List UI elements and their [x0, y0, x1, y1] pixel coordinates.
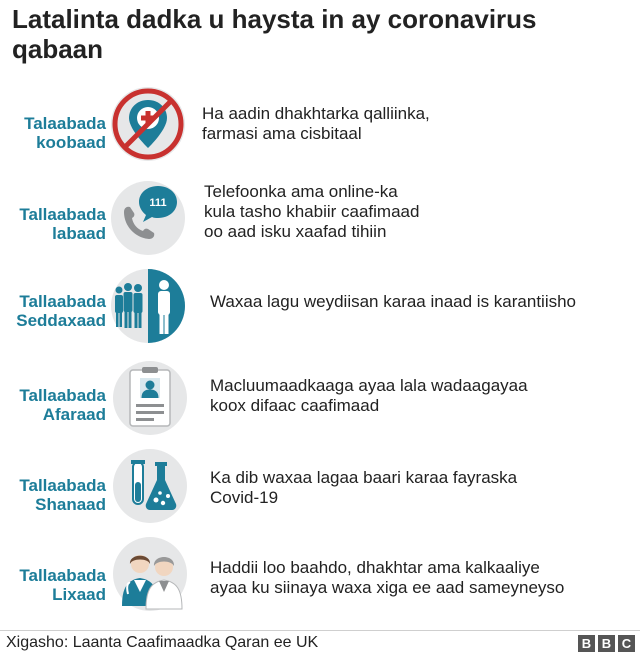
step-5 — [0, 448, 640, 538]
source-note: Xigasho: Laanta Caafimaadka Qaran ee UK — [6, 634, 319, 651]
step-6-label: Tallaabada Lixaad — [19, 566, 106, 604]
step-6 — [0, 536, 640, 626]
step-5-label: Tallaabada Shanaad — [19, 476, 106, 514]
step-2 — [0, 178, 640, 268]
medical-file-icon — [112, 360, 188, 436]
lab-test-icon — [112, 448, 188, 524]
step-2-label: Tallaabada labaad — [19, 205, 106, 243]
bbc-logo — [578, 635, 635, 652]
footer-divider — [0, 630, 640, 631]
svg-text:111: 111 — [149, 197, 167, 209]
step-3-text: Waxaa lagu weydiisan karaa inaad is karantiisho — [210, 292, 577, 311]
step-1 — [0, 82, 640, 172]
step-1-text: Ha aadin dhakhtarka qalliinka, farmasi ama cisbitaal — [202, 104, 430, 143]
step-2-text: Telefoonka ama online-ka kula tasho khabiir caafimaad oo aad isku xaafad tihiin — [204, 182, 420, 241]
page-title: Latalinta dadka u haysta in ay coronavirus qabaan — [12, 4, 537, 64]
bbc-logo-block: C — [618, 635, 635, 652]
step-4-label: Tallaabada Afaraad — [19, 386, 106, 424]
step-1-label: Talaabada koobaad — [24, 114, 106, 152]
no-hospital-location-icon — [110, 86, 186, 162]
step-3-label: Tallaabada Seddaxaad — [16, 292, 106, 330]
step-6-text: Haddii loo baahdo, dhakhtar ama kalkaaliye ayaa ku siinaya waxa xiga ee aad sameyneyso — [210, 558, 565, 597]
bbc-logo-block: B — [598, 635, 615, 652]
step-3 — [0, 268, 640, 358]
step-5-text: Ka dib waxaa lagaa baari karaa fayraska Covid-19 — [210, 468, 518, 507]
doctor-nurse-icon — [112, 536, 188, 612]
isolated-person-icon — [110, 268, 186, 344]
phone-111-icon — [110, 180, 186, 256]
step-4-text: Macluumaadkaaga ayaa lala wadaagayaa koox difaac caafimaad — [210, 376, 528, 415]
bbc-logo-block: B — [578, 635, 595, 652]
step-4 — [0, 360, 640, 450]
